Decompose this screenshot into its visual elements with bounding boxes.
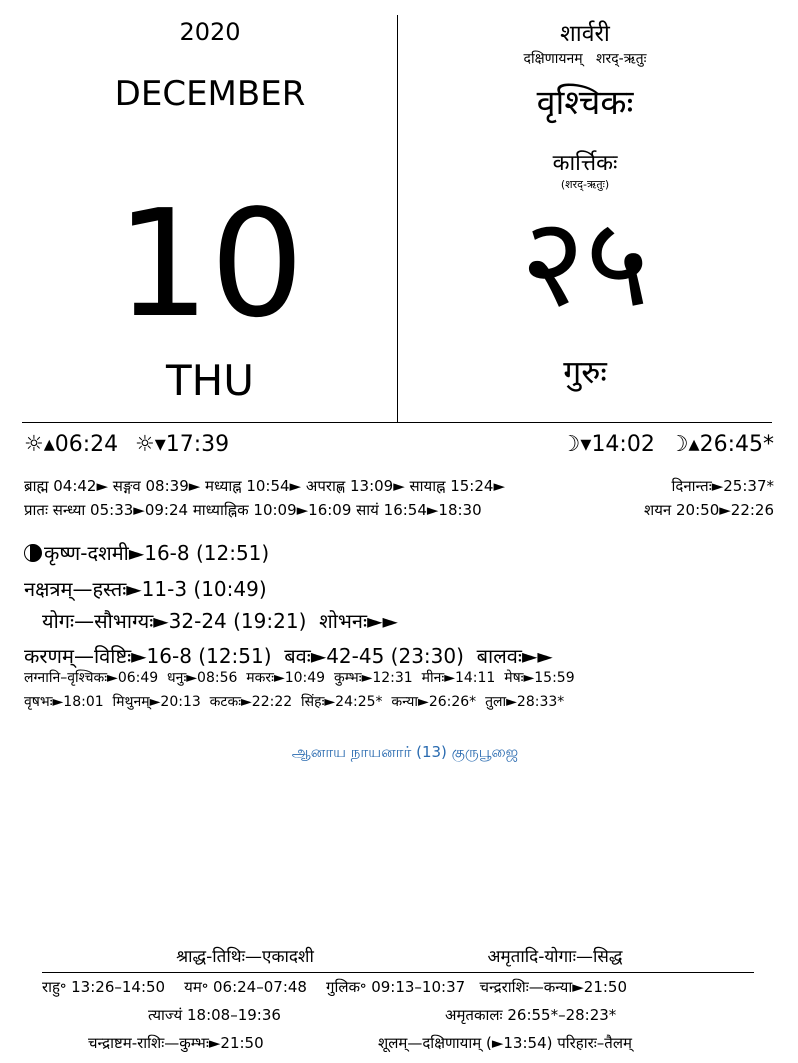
sandhya-times: प्रातः सन्ध्या 05:33►09:24 माध्याह्निक 10:09►16:09 सायं 16:54►18:30 [24, 501, 482, 519]
samvatsara: शार्वरी [560, 21, 610, 47]
shayana: शयन 20:50►22:26 [644, 501, 774, 519]
sunrise: ☼▴06:24 [24, 432, 119, 457]
year: 2020 [179, 18, 241, 46]
festival-note: ஆனாய நாயனார் (13) குருபூஜை [291, 743, 519, 761]
yoga: योगः—सौभाग्यः►32-24 (19:21) शोभनः►► [42, 609, 398, 633]
chandrashtama: चन्द्राष्टम-राशिः—कुम्भः►21:50 [88, 1034, 264, 1052]
lagna-row-1: लग्नानि–वृश्चिकः►06:49 धनुः►08:56 मकरः►10:49 कुम्भः►12:31 मीनः►14:11 मेषः►15:59 [24, 670, 575, 686]
tyajyam: त्याज्यं 18:08–19:36 [148, 1006, 281, 1024]
karana: करणम्—विष्टिः►16-8 (12:51) बवः►42-45 (23:30) बालवः►► [24, 644, 553, 668]
shraddha-tithi: श्राद्ध-तिथिः—एकादशी [176, 947, 314, 967]
day-number: 10 [115, 178, 305, 350]
lagna-row-2: वृषभः►18:01 मिथुनम्►20:13 कटकः►22:22 सिंहः►24:25* कन्या►26:26* तुला►28:33* [24, 694, 565, 710]
sunset: ☼▾17:39 [135, 432, 230, 457]
month: DECEMBER [114, 74, 306, 114]
header-divider [22, 422, 772, 423]
vertical-divider [397, 15, 398, 423]
moon-phase-icon [24, 544, 42, 562]
tithi-text: कृष्ण-दशमी►16-8 (12:51) [44, 541, 270, 565]
lunar-ritu: (शरद्-ऋतुः) [560, 178, 610, 191]
weekday: THU [166, 356, 254, 405]
vara: गुरुः [563, 353, 607, 391]
dinanta: दिनान्तः►25:37* [671, 477, 774, 495]
shoolam: शूलम्—दक्षिणायाम् (►13:54) परिहारः–तैलम् [378, 1034, 632, 1052]
tithi [24, 539, 269, 566]
moonrise-moonset: ☽▾14:02 ☽▴26:45* [560, 432, 774, 457]
nakshatra: नक्षत्रम्—हस्तः►11-3 (10:49) [24, 577, 267, 601]
solar-day: २५ [520, 191, 650, 335]
footer-divider [42, 972, 754, 973]
amritadi-yoga: अमृतादि-योगाः—सिद्ध [487, 947, 623, 967]
ayana-ritu: दक्षिणायनम् शरद्-ऋतुः [523, 51, 647, 67]
lunar-month: कार्त्तिकः [552, 151, 618, 176]
rahu-yama-gulika: राहु॰ 13:26–14:50 यम॰ 06:24–07:48 गुलिक॰ 09:13–10:37 चन्द्रराशिः—कन्या►21:50 [42, 978, 628, 996]
amritakala: अमृतकालः 26:55*–28:23* [445, 1006, 617, 1024]
solar-month: वृश्चिकः [536, 83, 634, 123]
day-divisions: ब्राह्म 04:42► सङ्गव 08:39► मध्याह्न 10:54► अपराह्ण 13:09► सायाह्न 15:24► [24, 477, 505, 495]
